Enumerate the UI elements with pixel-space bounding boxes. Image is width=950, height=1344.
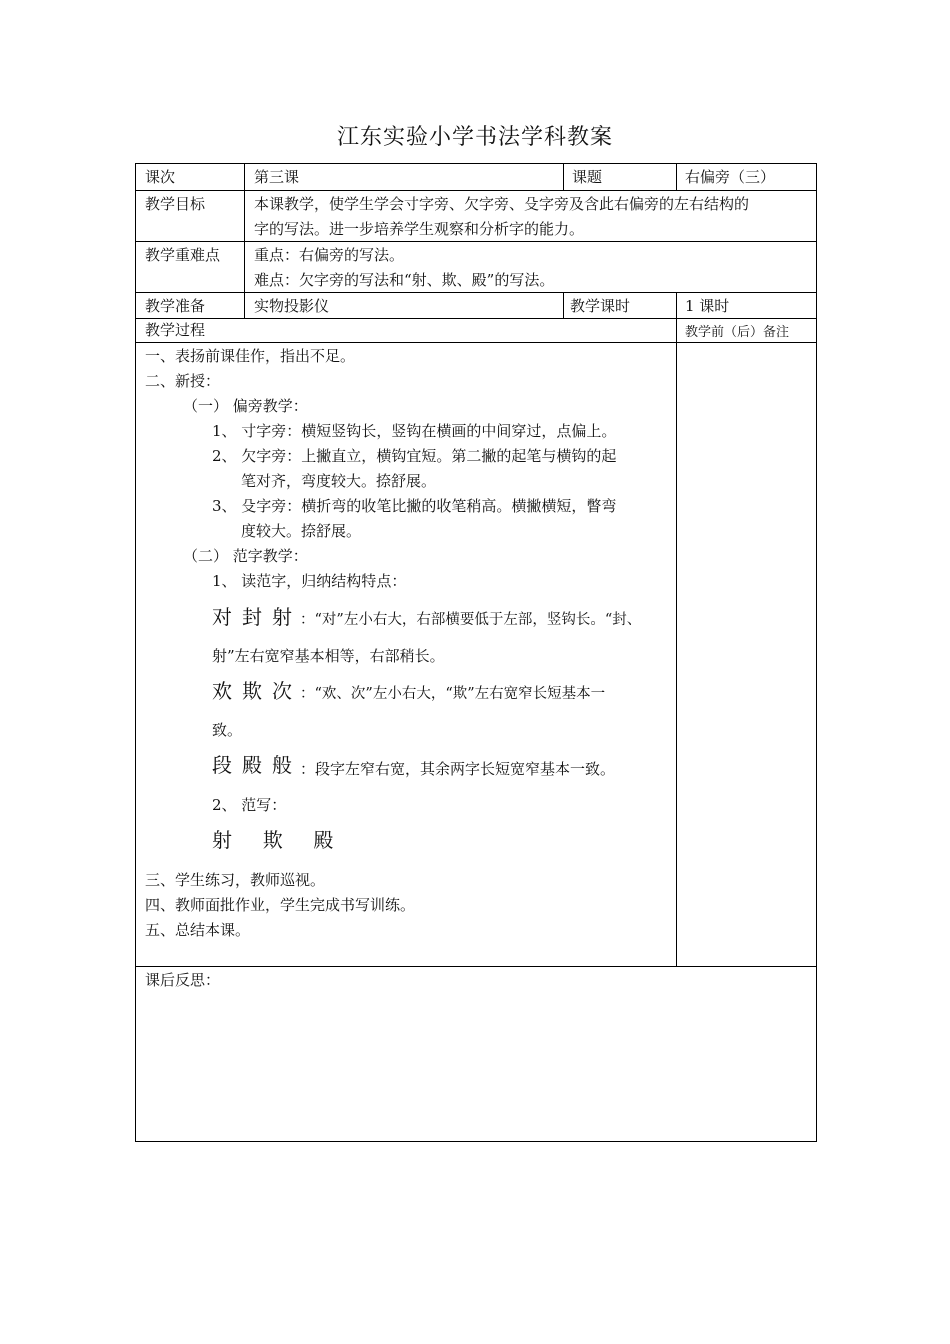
process-label: 教学过程 [145, 321, 206, 339]
column-divider [563, 292, 564, 318]
group-2-text: ：“欢、次”左小右大，“欺”左右宽窄长短基本一 [300, 686, 606, 702]
goals-line: 本课教学，使学生学会寸字旁、欠字旁、殳字旁及含此右偏旁的左右结构的 [254, 195, 750, 213]
group-2-text-cont: 致。 [212, 721, 243, 739]
item-3-cont: 度较大。捺舒展。 [241, 522, 362, 540]
keypoints-line: 难点：欠字旁的写法和“射、欺、殿”的写法。 [254, 271, 555, 289]
step-4: 四、教师面批作业，学生完成书写训练。 [145, 896, 416, 914]
column-divider [244, 164, 245, 318]
goals-label: 教学目标 [145, 195, 206, 213]
lesson-label: 课次 [145, 168, 176, 186]
example-characters: 对封射 [212, 605, 302, 629]
prep-label: 教学准备 [145, 297, 206, 315]
example-characters: 欢欺次 [212, 679, 302, 703]
write-title: 2、 范写： [212, 796, 287, 814]
prep-value: 实物投影仪 [254, 297, 330, 315]
example-characters: 段殿般 [212, 753, 302, 777]
group-1-text-cont: 射”左右宽窄基本相等，右部稍长。 [212, 647, 445, 665]
step-2: 二、新授： [145, 372, 221, 390]
item-3: 3、 殳字旁：横折弯的收笔比撇的收笔稍高。横撇横短，瞥弯 [212, 497, 617, 515]
step-5: 五、总结本课。 [145, 921, 251, 939]
column-divider [676, 164, 677, 190]
reflection-label: 课后反思： [145, 971, 221, 989]
item-2-cont: 笔对齐，弯度较大。捺舒展。 [241, 472, 437, 490]
part-2-title: （二） 范字教学： [183, 547, 308, 565]
hours-label: 教学课时 [570, 297, 631, 315]
lesson-plan-table [135, 163, 817, 1142]
group-1-text: ：“对”左小右大，右部横要低于左部，竖钩长。“封、 [300, 612, 642, 628]
part-1-title: （一） 偏旁教学： [183, 397, 308, 415]
hours-value: 1 课时 [685, 297, 730, 315]
step-3: 三、学生练习，教师巡视。 [145, 871, 326, 889]
item-1: 1、 寸字旁：横短竖钩长，竖钩在横画的中间穿过，点偏上。 [212, 422, 617, 440]
document-title: 江东实验小学书法学科教案 [336, 125, 613, 150]
lesson-value: 第三课 [254, 168, 300, 186]
goals-line: 字的写法。进一步培养学生观察和分析字的能力。 [254, 220, 585, 238]
read-title: 1、 读范字，归纳结构特点： [212, 572, 407, 590]
row-divider [136, 190, 816, 191]
keypoints-label: 教学重难点 [145, 246, 221, 264]
column-divider [563, 164, 564, 190]
topic-label: 课题 [572, 168, 603, 186]
group-3-text: ：段字左窄右宽，其余两字长短宽窄基本一致。 [300, 760, 616, 778]
column-divider [676, 292, 677, 966]
write-characters: 射 欺 殿 [212, 828, 340, 852]
step-1: 一、表扬前课佳作，指出不足。 [145, 347, 356, 365]
notes-label: 教学前（后）备注 [685, 325, 790, 340]
item-2: 2、 欠字旁：上撇直立，横钩宜短。第二撇的起笔与横钩的起 [212, 447, 617, 465]
keypoints-line: 重点：右偏旁的写法。 [254, 246, 405, 264]
topic-value: 右偏旁（三） [685, 168, 776, 186]
row-divider [136, 966, 816, 967]
